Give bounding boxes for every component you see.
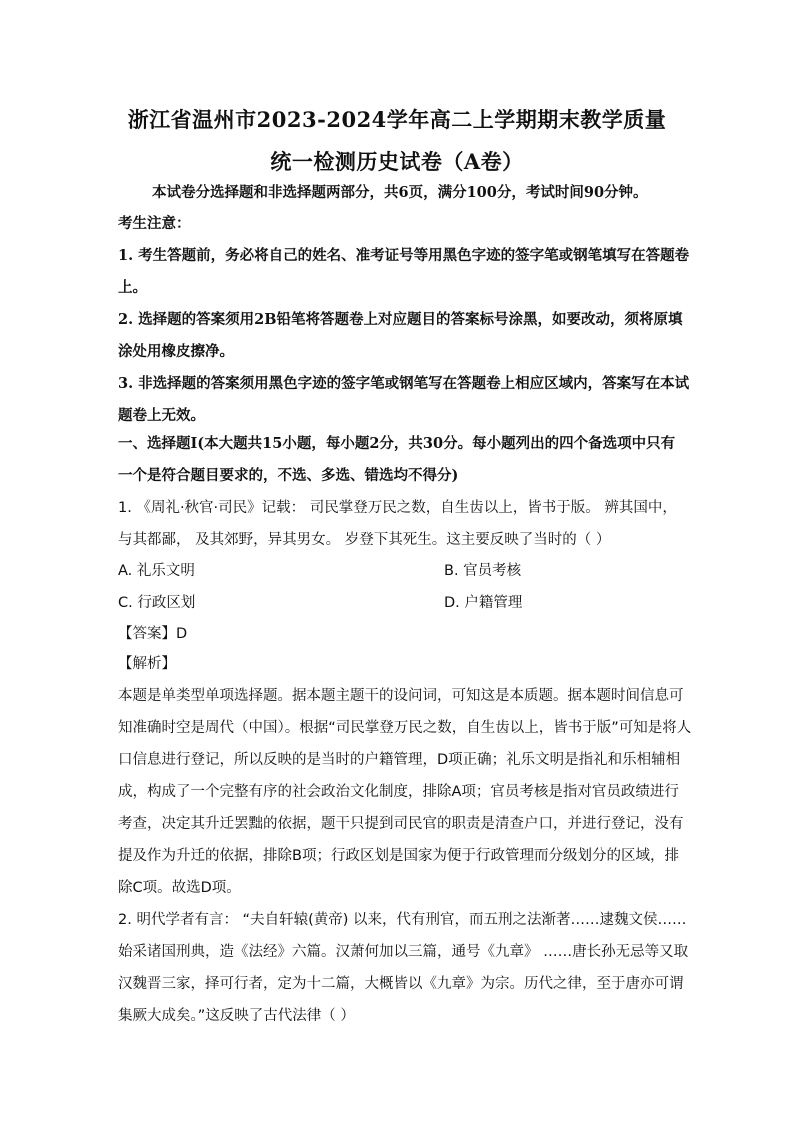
exam-intro: 本试卷分选择题和非选择题两部分，共6页，满分100分，考试时间90分钟。 <box>152 184 648 201</box>
q1-analysis-line: 口信息进行登记，所以反映的是当时的户籍管理，D项正确；礼乐文明是指礼和乐相辅相 <box>118 752 681 768</box>
q1-analysis-line: 考查，决定其升迁罢黜的依据，题干只提到司民官的职责是清查户口，并进行登记，没有 <box>118 816 684 832</box>
q1-option-d: D. 户籍管理 <box>444 595 523 611</box>
q2-stem-line: 汉魏晋三家，择可行者，定为十二篇，大概皆以《九章》为宗。历代之律，至于唐亦可谓 <box>118 976 684 992</box>
q2-stem-line: 2. 明代学者有言： “夫自轩辕(黄帝) 以来，代有刑官，而五刑之法渐著……逮魏文侯…… <box>118 912 687 928</box>
q1-option-a: A. 礼乐文明 <box>118 563 195 579</box>
notice-item-1: 1. 考生答题前，务必将自己的姓名、准考证号等用黑色字迹的签字笔或钢笔填写在答题卷 <box>118 247 690 264</box>
notice-heading: 考生注意： <box>118 215 191 232</box>
q1-analysis-line: 除C项。故选D项。 <box>118 880 241 896</box>
q1-stem-line-2: 与其都鄙， 及其郊野，异其男女。 岁登下其死生。这主要反映了当时的（ ） <box>118 532 611 548</box>
q1-analysis-line: 成，构成了一个完整有序的社会政治文化制度，排除A项；官员考核是指对官员政绩进行 <box>118 784 679 800</box>
q1-analysis-line: 知准确时空是周代（中国）。根据“司民掌登万民之数，自生齿以上，皆书于版”可知是将人 <box>118 720 692 736</box>
q1-answer: 【答案】D <box>118 626 188 642</box>
q1-analysis-heading: 【解析】 <box>118 656 176 672</box>
q1-analysis-line: 提及作为升迁的依据，排除B项；行政区划是国家为便于行政管理而分级划分的区域，排 <box>118 848 679 864</box>
notice-item-2-cont: 涂处用橡皮擦净。 <box>118 343 234 360</box>
notice-item-3-cont: 题卷上无效。 <box>118 407 205 424</box>
section-heading-line-1: 一、选择题Ⅰ(本大题共15小题，每小题2分，共30分。每小题列出的四个备选项中只有 <box>118 435 676 452</box>
document-title-line-1: 浙江省温州市2023-2024学年高二上学期期末教学质量 <box>127 107 667 132</box>
q2-stem-line: 始采诸国刑典，造《法经》六篇。汉萧何加以三篇，通号《九章》 ……唐长孙无忌等又取 <box>118 944 689 960</box>
q2-stem-line: 集厥大成矣。”这反映了古代法律（ ） <box>118 1008 355 1024</box>
q1-option-b: B. 官员考核 <box>444 563 522 579</box>
notice-item-2: 2. 选择题的答案须用2B铅笔将答题卷上对应题目的答案标号涂黑，如要改动，须将原填 <box>118 311 683 328</box>
notice-item-3: 3. 非选择题的答案须用黑色字迹的签字笔或钢笔写在答题卷上相应区域内，答案写在本试 <box>118 375 690 392</box>
q1-stem-line-1: 1. 《周礼·秋官·司民》记载： 司民掌登万民之数，自生齿以上，皆书于版。 辨其国中， <box>118 500 677 516</box>
notice-item-1-cont: 上。 <box>118 279 147 296</box>
document-title-line-2: 统一检测历史试卷（A卷） <box>270 149 524 174</box>
section-heading-line-2: 一个是符合题目要求的，不选、多选、错选均不得分) <box>118 467 459 484</box>
q1-analysis-line: 本题是单类型单项选择题。据本题主题干的设问词，可知这是本质题。据本题时间信息可 <box>118 688 684 704</box>
q1-option-c: C. 行政区划 <box>118 595 196 611</box>
